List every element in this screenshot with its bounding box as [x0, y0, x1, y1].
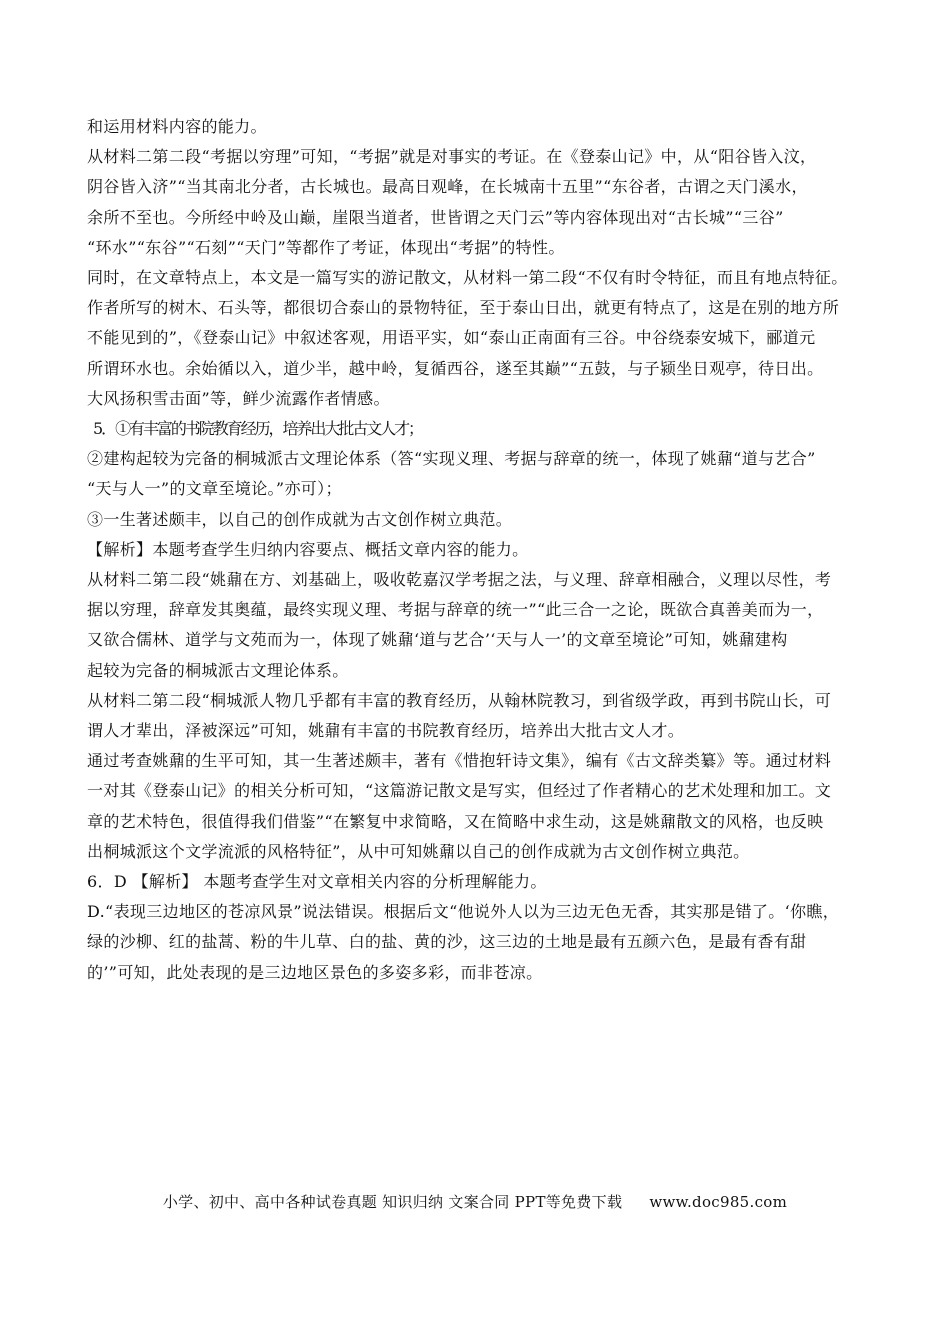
analysis-label-line: 【解析】本题考查学生归纳内容要点、概括文章内容的能力。: [87, 539, 529, 559]
answer-6-heading: 6．D 【解析】 本题考查学生对文章相关内容的分析理解能力。: [87, 872, 547, 892]
text-line: 从材料二第二段“桐城派人物几乎都有丰富的教育经历，从翰林院教习，到省级学政，再到书院山长，可: [87, 690, 832, 710]
text-line: 谓人才辈出，泽被深远”可知，姚鼐有丰富的书院教育经历，培养出大批古文人才。: [87, 721, 685, 741]
text-line: 不能见到的”，《登泰山记》中叙述客观，用语平实，如“泰山正南面有三谷。中谷绕泰安城下，郦道元: [87, 328, 816, 348]
text-line: “环水”“东谷”“石刻”“天门”等都作了考证，体现出“考据”的特性。: [87, 237, 565, 257]
text-line: 起较为完备的桐城派古文理论体系。: [87, 660, 349, 680]
text-line: 出桐城派这个文学流派的风格特征”，从中可知姚鼐以自己的创作成就为古文创作树立典范。: [87, 841, 750, 861]
text-line: 绿的沙柳、红的盐蒿、粉的牛儿草、白的盐、黄的沙，这三边的土地是最有五颜六色，是最有香有甜: [87, 932, 807, 952]
text-line: 章的艺术特色，很值得我们借鉴”“在繁复中求简略，又在简略中求生动，这是姚鼐散文的风格，也反映: [87, 811, 824, 831]
footer-text: 小学、初中、高中各种试卷真题 知识归纳 文案合同 PPT等免费下载: [162, 1193, 623, 1211]
answer-5-heading: 5．①有丰富的书院教育经历，培养出大批古文人才；: [93, 419, 422, 439]
text-line: 所谓环水也。余始循以入，道少半，越中岭，复循西谷，遂至其巅”“五鼓，与子颍坐日观亭，待日出。: [87, 358, 824, 378]
text-line: ②建构起较为完备的桐城派古文理论体系（答“实现义理、考据与辞章的统一，体现了姚鼐“道与艺合”: [87, 449, 816, 469]
text-line: 从材料二第二段“姚鼐在方、刘基础上，吸收乾嘉汉学考据之法，与义理、辞章相融合，义理以尽性，考: [87, 570, 832, 590]
text-line: 据以穷理，辞章发其奥蕴，最终实现义理、考据与辞章的统一”“此三合一之论，既欲合真善美而为一，: [87, 600, 824, 620]
text-line: 的’”可知，此处表现的是三边地区景色的多姿多彩，而非苍凉。: [87, 962, 543, 982]
text-line: ③一生著述颇丰，以自己的创作成就为古文创作树立典范。: [87, 509, 513, 529]
text-line: 又欲合儒林、道学与文苑而为一，体现了姚鼐‘道与艺合’‘天与人一’的文章至境论”可知，姚鼐建构: [87, 630, 788, 650]
document-body: [87, 112, 887, 988]
text-line: 同时，在文章特点上，本文是一篇写实的游记散文，从材料一第二段“不仅有时令特征，而且有地点特征。: [87, 268, 848, 288]
text-line: 一对其《登泰山记》的相关分析可知，“这篇游记散文是写实，但经过了作者精心的艺术处理和加工。文: [87, 781, 832, 801]
text-line: D.“表现三边地区的苍凉风景”说法错误。根据后文“他说外人以为三边无色无香，其实那是错了。‘你瞧，: [87, 902, 840, 922]
text-line: 和运用材料内容的能力。: [87, 117, 267, 136]
footer-site-link[interactable]: www.doc985.com: [649, 1193, 788, 1211]
text-line: 通过考查姚鼐的生平可知，其一生著述颇丰，著有《惜抱轩诗文集》，编有《古文辞类纂》等。通过材料: [87, 751, 832, 771]
text-line: “天与人一”的文章至境论。”亦可）；: [87, 479, 342, 499]
text-line: 大风扬积雪击面”等，鲜少流露作者情感。: [87, 388, 390, 408]
text-line: 从材料二第二段“考据以穷理”可知，“考据”就是对事实的考证。在《登泰山记》中，从“阳谷皆入汶，: [87, 147, 817, 167]
text-line: 阴谷皆入济”“当其南北分者，古长城也。最高日观峰，在长城南十五里”“东谷者，古谓之天门溪水，: [87, 177, 808, 197]
text-line: 余所不至也。今所经中岭及山巅，崖限当道者，世皆谓之天门云”等内容体现出对“古长城”“三谷”: [87, 207, 784, 227]
text-line: 作者所写的树木、石头等，都很切合泰山的景物特征，至于泰山日出，就更有特点了，这是在别的地方所: [87, 298, 840, 318]
page-footer: [0, 1191, 950, 1212]
